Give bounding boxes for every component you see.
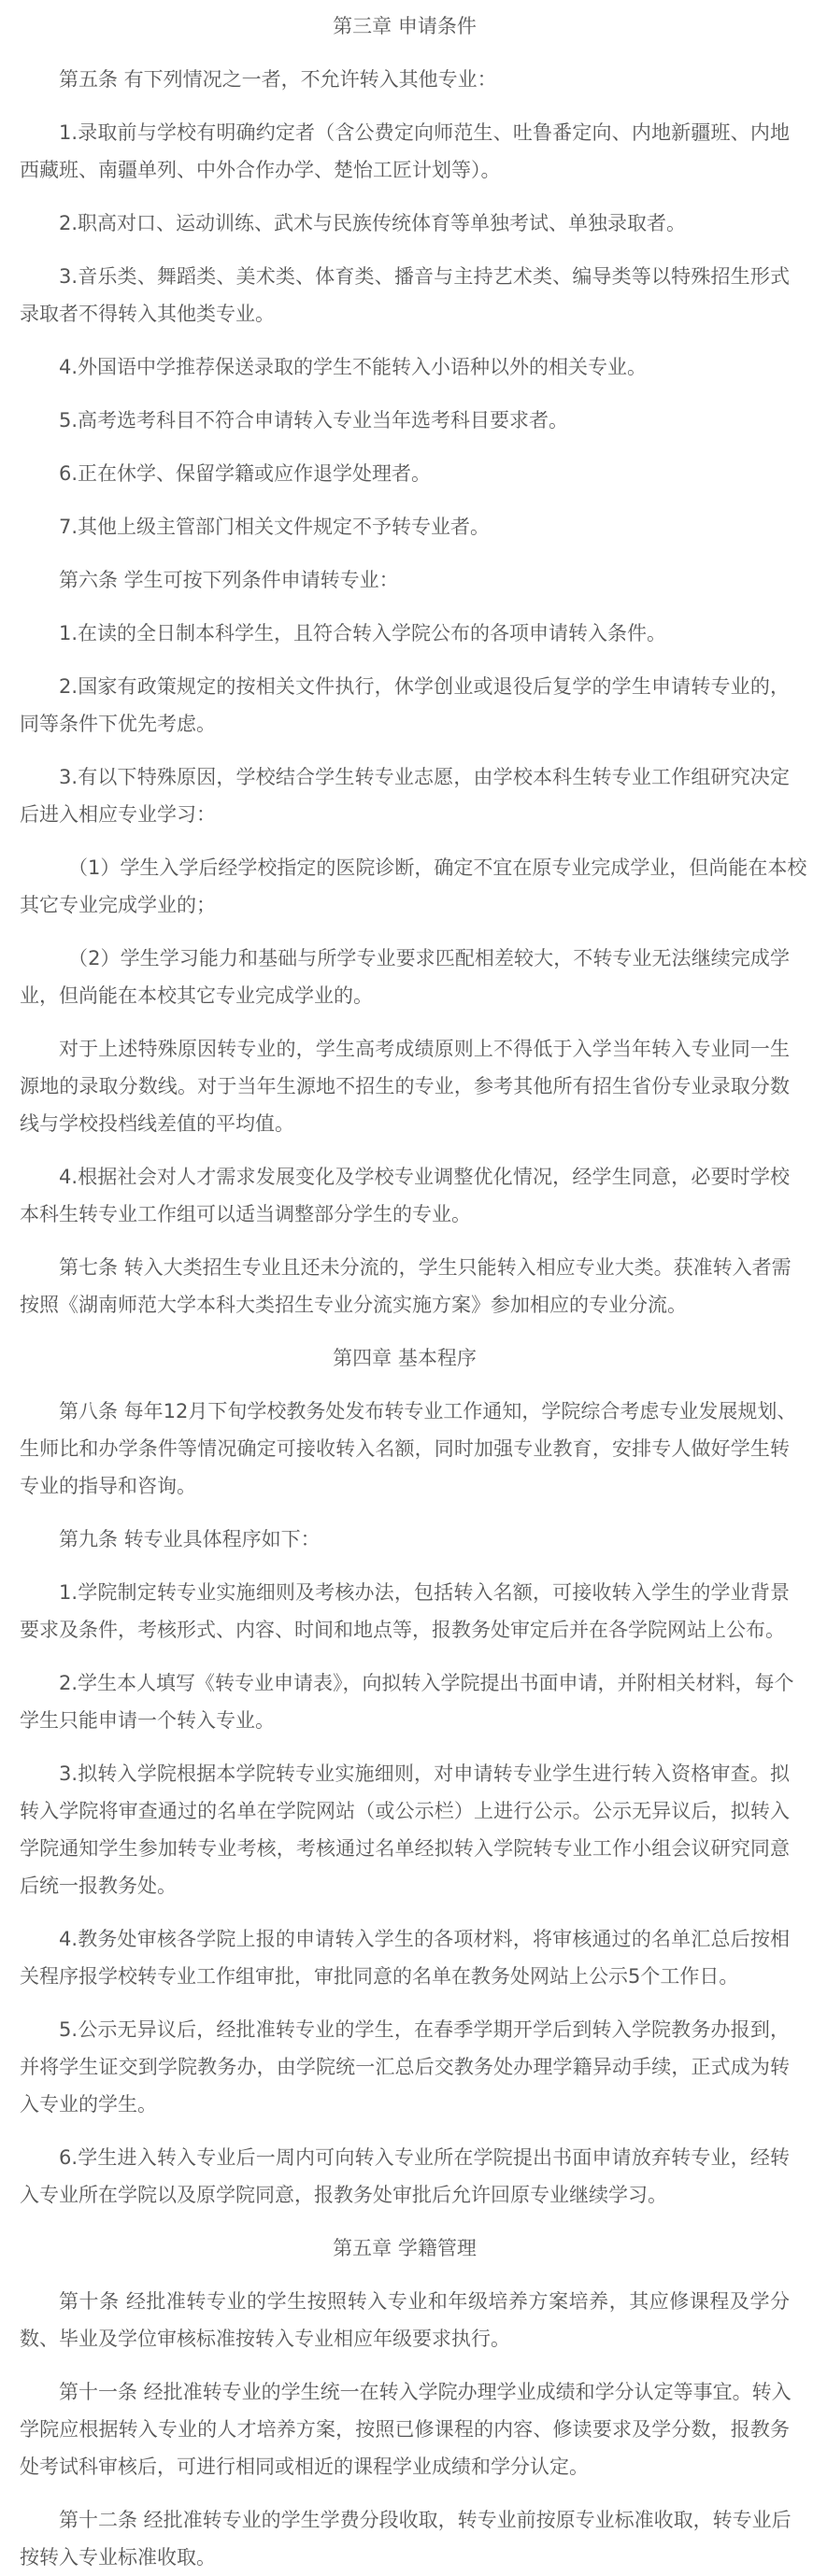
chapter-heading — [20, 2229, 790, 2267]
article-paragraph — [20, 1158, 790, 1233]
article-paragraph — [20, 1521, 790, 1558]
text-line: 3.拟转入学院根据本学院转专业实施细则，对申请转专业学生进行转入资格审查。拟 — [59, 1762, 790, 1785]
text-line: 第十一条 经批准转专业的学生统一在转入学院办理学业成绩和学分认定等事宜。转入 — [59, 2381, 792, 2403]
text-line: 后进入相应专业学习： — [20, 803, 216, 826]
text-line: 3.音乐类、舞蹈类、美术类、体育类、播音与主持艺术类、编导类等以特殊招生形式 — [59, 265, 790, 288]
text-line: 按转入专业标准收取。 — [20, 2546, 216, 2569]
article-paragraph — [20, 508, 790, 545]
article-paragraph — [20, 561, 790, 599]
chapter-heading — [20, 7, 790, 45]
text-line: 按照《湖南师范大学本科大类招生专业分流实施方案》参加相应的专业分流。 — [20, 1294, 687, 1316]
article-paragraph — [20, 1664, 794, 1739]
text-line: 学院通知学生参加转专业考核，考核通过名单经拟转入学院转专业工作小组会议研究同意 — [20, 1837, 790, 1860]
text-line: 并将学生证交到学院教务办，由学院统一汇总后交教务处办理学籍异动手续，正式成为转 — [20, 2056, 790, 2078]
article-paragraph — [20, 61, 790, 98]
text-line: 生师比和办学条件等情况确定可接收转入名额，同时加强专业教育，安排专人做好学生转 — [20, 1437, 790, 1460]
text-line: 入专业的学生。 — [20, 2093, 157, 2116]
text-line: 西藏班、南疆单列、中外合作办学、楚怡工匠计划等）。 — [20, 159, 501, 181]
text-line: 第六条 学生可按下列条件申请转专业： — [59, 569, 399, 591]
text-line: 4.根据社会对人才需求发展变化及学校专业调整优化情况，经学生同意，必要时学校 — [59, 1166, 790, 1188]
text-line: 第五条 有下列情况之一者，不允许转入其他专业： — [59, 68, 497, 91]
text-line: （2）学生学习能力和基础与所学专业要求匹配相差较大，不转专业无法继续完成学 — [68, 947, 790, 970]
article-paragraph — [20, 940, 790, 1014]
article-paragraph — [20, 668, 790, 743]
article-paragraph — [20, 2501, 790, 2576]
text-line: 第九条 转专业具体程序如下： — [59, 1528, 321, 1550]
text-line: 数、毕业及学位审核标准按转入专业相应年级要求执行。 — [20, 2328, 510, 2350]
text-line: 同等条件下优先考虑。 — [20, 713, 216, 735]
article-paragraph — [20, 1030, 790, 1142]
text-line: 2.国家有政策规定的按相关文件执行，休学创业或退役后复学的学生申请转专业的， — [59, 675, 790, 698]
text-line: 其它专业完成学业的； — [20, 894, 216, 916]
text-line: 2.学生本人填写《转专业申请表》，向拟转入学院提出书面申请，并附相关材料，每个 — [59, 1672, 794, 1694]
text-line: 1.学院制定转专业实施细则及考核办法，包括转入名额，可接收转入学生的学业背景 — [59, 1581, 790, 1604]
article-paragraph — [20, 615, 790, 652]
text-line: 转入学院将审查通过的名单在学院网站（或公示栏）上进行公示。公示无异议后，拟转入 — [20, 1800, 790, 1822]
text-line: （1）学生入学后经学校指定的医院诊断，确定不宜在原专业完成学业，但尚能在本校 — [68, 856, 807, 879]
text-line: 录取者不得转入其他类专业。 — [20, 303, 275, 325]
text-line: 源地的录取分数线。对于当年生源地不招生的专业，参考其他所有招生省份专业录取分数 — [20, 1075, 790, 1097]
text-line: 第十二条 经批准转专业的学生学费分段收取，转专业前按原专业标准收取，转专业后 — [59, 2509, 792, 2531]
article-paragraph — [20, 2373, 790, 2485]
article-paragraph — [20, 1574, 790, 1649]
article-paragraph — [20, 205, 790, 242]
text-line: 学院应根据转入专业的人才培养方案，按照已修课程的内容、修读要求及学分数，报教务 — [20, 2418, 790, 2441]
article-paragraph — [20, 258, 790, 333]
article-paragraph — [20, 402, 790, 439]
text-line: 本科生转专业工作组可以适当调整部分学生的专业。 — [20, 1203, 471, 1225]
chapter-heading — [20, 1339, 790, 1377]
text-line: 6.学生进入转入专业后一周内可向转入专业所在学院提出书面申请放弃转专业，经转 — [59, 2146, 790, 2169]
text-line: 第八条 每年12月下旬学校教务处发布转专业工作通知，学院综合考虑专业发展规划、 — [59, 1400, 797, 1422]
article-paragraph — [20, 849, 807, 924]
text-line: 5.公示无异议后，经批准转专业的学生，在春季学期开学后到转入学院教务办报到， — [59, 2018, 790, 2041]
text-line: 对于上述特殊原因转专业的，学生高考成绩原则上不得低于入学当年转入专业同一生 — [59, 1038, 790, 1060]
text-line: 业，但尚能在本校其它专业完成学业的。 — [20, 984, 373, 1007]
text-line: 学生只能申请一个转入专业。 — [20, 1709, 275, 1732]
text-line: 1.录取前与学校有明确约定者（含公费定向师范生、吐鲁番定向、内地新疆班、内地 — [59, 121, 790, 144]
text-line: 第四章 基本程序 — [333, 1347, 477, 1369]
text-line: 第五章 学籍管理 — [333, 2237, 477, 2259]
article-paragraph — [20, 114, 790, 189]
text-line: 关程序报学校转专业工作组审批，审批同意的名单在教务处网站上公示5个工作日。 — [20, 1965, 739, 1988]
article-paragraph — [20, 1920, 790, 1995]
text-line: 4.教务处审核各学院上报的申请转入学生的各项材料，将审核通过的名单汇总后按相 — [59, 1928, 790, 1950]
text-line: 6.正在休学、保留学籍或应作退学处理者。 — [59, 462, 432, 485]
text-line: 7.其他上级主管部门相关文件规定不予转专业者。 — [59, 516, 491, 538]
article-paragraph — [20, 1393, 797, 1505]
text-line: 第七条 转入大类招生专业且还未分流的，学生只能转入相应专业大类。获准转入者需 — [59, 1256, 792, 1279]
text-line: 要求及条件，考核形式、内容、时间和地点等，报教务处审定后并在各学院网站上公布。 — [20, 1619, 785, 1641]
text-line: 入专业所在学院以及原学院同意，报教务处审批后允许回原专业继续学习。 — [20, 2184, 667, 2206]
text-line: 处考试科审核后，可进行相同或相近的课程学业成绩和学分认定。 — [20, 2456, 589, 2478]
text-line: 3.有以下特殊原因，学校结合学生转专业志愿，由学校本科生转专业工作组研究决定 — [59, 766, 790, 788]
article-paragraph — [20, 1249, 790, 1323]
article-paragraph — [20, 2011, 790, 2123]
text-line: 第三章 申请条件 — [333, 15, 477, 37]
article-paragraph — [20, 455, 790, 492]
text-line: 4.外国语中学推荐保送录取的学生不能转入小语种以外的相关专业。 — [59, 356, 648, 378]
article-paragraph — [20, 2283, 790, 2357]
text-line: 2.职高对口、运动训练、武术与民族传统体育等单独考试、单独录取者。 — [59, 212, 687, 234]
text-line: 第十条 经批准转专业的学生按照转入专业和年级培养方案培养，其应修课程及学分 — [59, 2290, 790, 2313]
text-line: 专业的指导和咨询。 — [20, 1475, 196, 1497]
text-line: 5.高考选考科目不符合申请转入专业当年选考科目要求者。 — [59, 409, 569, 432]
text-line: 线与学校投档线差值的平均值。 — [20, 1112, 294, 1135]
text-line: 1.在读的全日制本科学生，且符合转入学院公布的各项申请转入条件。 — [59, 622, 667, 644]
article-paragraph — [20, 348, 790, 386]
article-paragraph — [20, 2139, 790, 2214]
article-paragraph — [20, 758, 790, 833]
text-line: 后统一报教务处。 — [20, 1875, 177, 1897]
article-paragraph — [20, 1755, 790, 1904]
